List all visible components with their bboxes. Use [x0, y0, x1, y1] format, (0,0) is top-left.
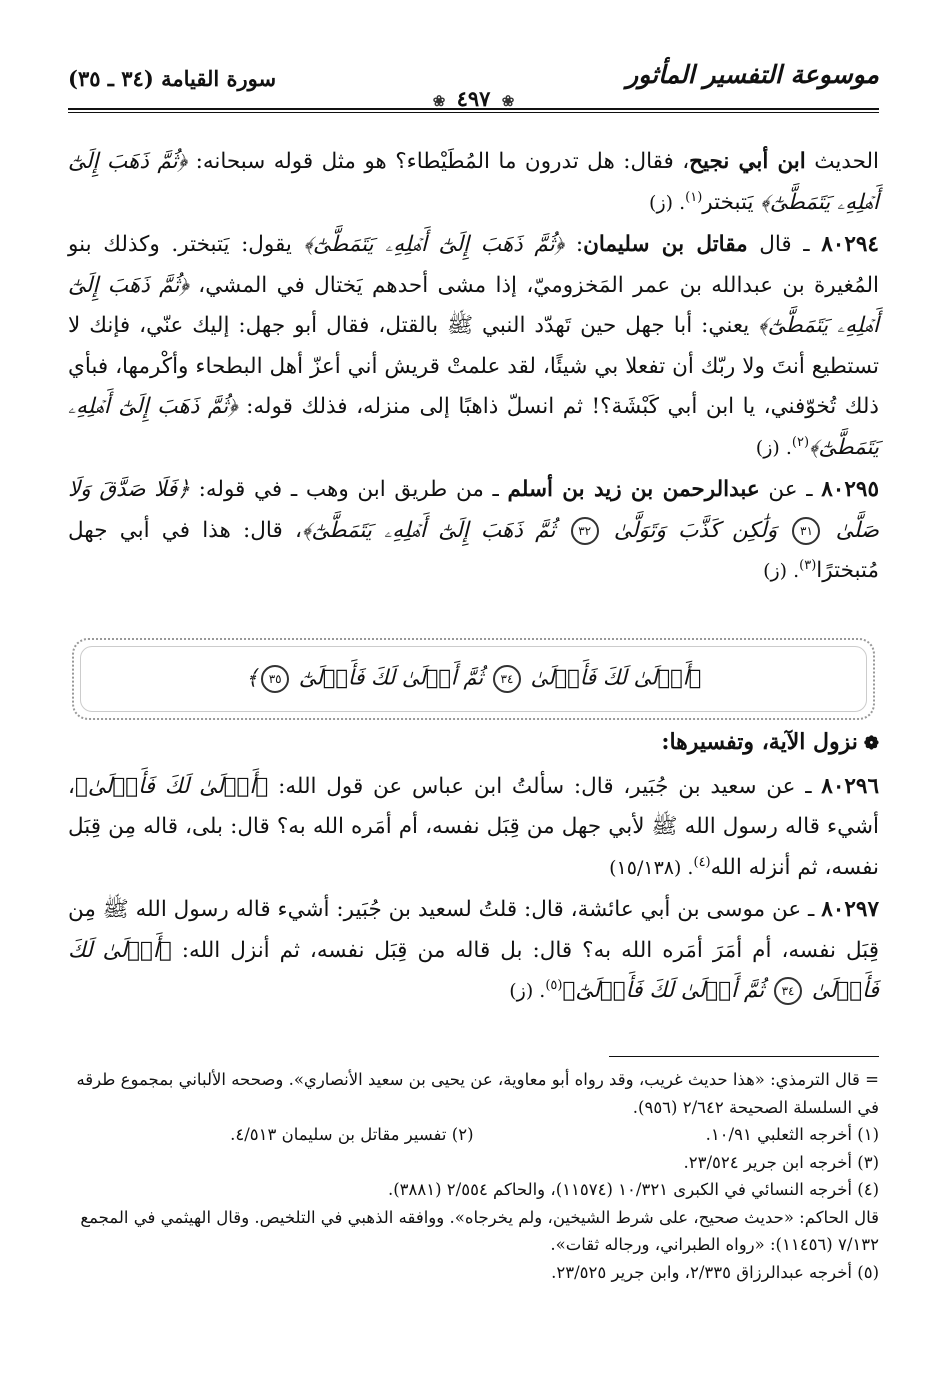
ayah-number-icon: ٣٥	[261, 665, 289, 693]
quran-quote: ثُمَّ أَوۡلَىٰ لَكَ فَأَوۡلَىٰٓ﴾	[562, 978, 772, 1003]
narration-80294: ٨٠٢٩٤ ـ قال مقاتل بن سليمان: ﴿ثُمَّ ذَهَبَ إِلَىٰٓ أَهۡلِهِۦ يَتَمَطَّىٰٓ﴾ يقول: يَتبختر. وكذلك بنو المُغيرة بن عبدالله بن عمر المَخزوميّ، إذا مشى أحدهم يَختال في المشي، ﴿ثُمَّ ذَهَبَ إِلَىٰٓ أَهۡلِهِۦ يَتَمَطَّىٰٓ﴾ يعني: أبا جهل حين تَهدّد النبي ﷺ بالقتل، فقال أبو جهل: إليك عنّي، فإنك لا تستطيع أنتَ ولا ربّك أن تفعلا بي شيئًا، لقد علمتْ قريش أني أعزّ أهل البطحاء وأكْرمها، فبأي ذلك تُخوّفني، يا ابن أبي كَبْشَة؟! ثم انسلّ ذاهبًا إلى منزله، فذلك قوله: ﴿ثُمَّ ذَهَبَ إِلَىٰٓ أَهۡلِهِۦ يَتَمَطَّىٰٓ﴾$^{(٢)}$. (ز)	[68, 232, 880, 460]
footnote-marker[interactable]: (٢)	[791, 434, 810, 450]
footnote-marker[interactable]: (٥)	[545, 977, 563, 993]
narration-number: ٨٠٢٩٥	[821, 477, 879, 502]
footnote-3: (٣) أخرجه ابن جرير ٢٣/٥٢٤.	[683, 1152, 879, 1172]
ayah-number-icon: ٣٤	[774, 977, 802, 1005]
narration-80296: ٨٠٢٩٦ ـ عن سعيد بن جُبَير، قال: سألتُ ابن عباس عن قول الله: ﴿أَوۡلَىٰ لَكَ فَأَوۡلَىٰ﴾، أشيء قاله رسول الله ﷺ لأبي جهل من قِبَل نفسه، أم أمَره الله به؟ قال: بلى، قاله مِن قِبَل نفسه، ثم أنزله الله$^{(٤)}$. (١٥/١٣٨)	[68, 773, 880, 880]
reference-tag: . (ز)	[763, 560, 800, 582]
ayah-text: ﴿أَوۡلَىٰ لَكَ فَأَوۡلَىٰ ٣٤ ثُمَّ أَوۡلَىٰ لَكَ فَأَوۡلَىٰٓ ٣٥﴾	[246, 665, 701, 693]
header-rule	[68, 108, 879, 110]
quran-quote: ﴿ثُمَّ ذَهَبَ إِلَىٰٓ أَهۡلِهِۦ يَتَمَطَّىٰٓ﴾	[68, 149, 879, 215]
quran-quote: ثُمَّ ذَهَبَ إِلَىٰٓ أَهۡلِهِۦ يَتَمَطَّىٰٓ﴾	[301, 517, 568, 543]
footnote-marker[interactable]: (١)	[685, 189, 703, 205]
footnote-row	[68, 1121, 879, 1149]
narrator-name: ابن أبي نجيح	[689, 149, 806, 174]
narration-80297: ٨٠٢٩٧ ـ عن موسى بن أبي عائشة، قال: قلتُ لسعيد بن جُبَير: أشيء قاله رسول الله ﷺ مِن قِبَل نفسه، أم أمَرَ أمَره الله به؟ قال: بل قاله من قِبَل نفسه، ثم أنزل الله: ﴿أَوۡلَىٰ لَكَ فَأَوۡلَىٰ ٣٤ ثُمَّ أَوۡلَىٰ لَكَ فَأَوۡلَىٰٓ﴾$^{(٥)}$. (ز)	[68, 897, 879, 1003]
narration-80295: ٨٠٢٩٥ ـ عن عبدالرحمن بن زيد بن أسلم ـ من طريق ابن وهب ـ في قوله: ﴿فَلَا صَدَّقَ وَلَا صَلَّىٰ ٣١ وَلَٰكِن كَذَّبَ وَتَوَلَّىٰ ٣٢ ثُمَّ ذَهَبَ إِلَىٰٓ أَهۡلِهِۦ يَتَمَطَّىٰٓ﴾، قال: هذا في أبي جهل مُتبخترًا$^{(٣)}$. (ز)	[68, 477, 879, 583]
quran-quote: ﴿أَوۡلَىٰ لَكَ فَأَوۡلَىٰ﴾	[74, 773, 269, 799]
surah-title: سورة القيامة (٣٤ ـ ٣٥)	[68, 66, 277, 91]
reference-tag: . (١٥/١٣٨)	[609, 856, 694, 879]
reference-tag: . (ز)	[755, 436, 792, 459]
narration-number: ٨٠٢٩٧	[821, 897, 879, 922]
reference-tag: . (ز)	[509, 980, 546, 1002]
ayah-number-icon: ٣١	[792, 517, 820, 545]
ayah-part: أَوۡلَىٰ لَكَ فَأَوۡلَىٰ	[530, 665, 689, 690]
footnote-5: (٥) أخرجه عبدالرزاق ٢/٣٣٥، وابن جرير ٢٣/٥٢٥.	[551, 1262, 879, 1282]
quran-quote: ﴿ثُمَّ ذَهَبَ إِلَىٰٓ أَهۡلِهِۦ يَتَمَطَّىٰٓ﴾	[68, 394, 879, 460]
footnote-4-continuation: قال الحاكم: «حديث صحيح، على شرط الشيخين، ولم يخرجاه». ووافقه الذهبي في التلخيص. وقال الهيثمي في المجمع ٧/١٣٢ (١١٤٥٦): «رواه الطبراني، ورجاله ثقات».	[80, 1207, 879, 1254]
paragraph-continuation: الحديث ابن أبي نجيح، فقال: هل تدرون ما المُطَيْطاء؟ هو مثل قوله سبحانه: ﴿ثُمَّ ذَهَبَ إِلَىٰٓ أَهۡلِهِۦ يَتَمَطَّىٰٓ﴾ يَتبختر$^{(١)}$. (ز)	[68, 149, 879, 215]
quran-quote: ﴿أَوۡلَىٰ لَكَ فَأَوۡلَىٰ	[68, 937, 879, 1003]
footnote-marker[interactable]: (٣)	[799, 557, 817, 573]
footnote-marker[interactable]: (٤)	[693, 854, 711, 870]
ayah-number-icon: ٣٤	[493, 665, 521, 693]
book-title: موسوعة التفسير المأثور	[626, 60, 879, 89]
ornament-icon: ❀	[432, 92, 446, 110]
narrator-name: عبدالرحمن بن زيد بن أسلم	[507, 477, 760, 502]
narration-number: ٨٠٢٩٤	[821, 232, 879, 257]
quran-quote: ﴿ثُمَّ ذَهَبَ إِلَىٰٓ أَهۡلِهِۦ يَتَمَطَّىٰٓ﴾	[303, 232, 565, 257]
footnote-separator	[609, 1056, 879, 1057]
flower-icon: ❁	[863, 733, 879, 754]
main-text-bottom	[68, 722, 879, 1012]
ayah-number-icon: ٣٢	[571, 517, 599, 545]
quran-quote: ﴿ثُمَّ ذَهَبَ إِلَىٰٓ أَهۡلِهِۦ يَتَمَطَّىٰٓ﴾	[68, 272, 880, 338]
running-header	[68, 60, 879, 124]
footnote-continuation: = قال الترمذي: «هذا حديث غريب، وقد رواه أبو معاوية، عن يحيى بن سعيد الأنصاري». وصححه الألباني بمجموع طرقه في السلسلة الصحيحة ٢/٦٤٢ (٩٥٦).	[76, 1070, 879, 1117]
footnote-4: (٤) أخرجه النسائي في الكبرى ١٠/٣٢١ (١١٥٧٤)، والحاكم ٢/٥٥٤ (٣٨٨١).	[387, 1180, 879, 1199]
footnote-1: (١) أخرجه الثعلبي ١٠/٩١.	[705, 1125, 879, 1144]
main-text-top	[68, 142, 879, 594]
footnotes	[68, 1066, 879, 1286]
header-rule-thin	[68, 112, 879, 113]
narrator-name: مقاتل بن سليمان	[583, 232, 748, 257]
quran-quote: ﴿فَلَا صَدَّقَ وَلَا صَلَّىٰ	[68, 477, 879, 543]
ayah-frame	[72, 638, 875, 720]
page-number: ٤٩٧	[456, 86, 491, 111]
quran-quote: وَلَٰكِن كَذَّبَ وَتَوَلَّىٰ	[601, 517, 790, 543]
footnote-2: (٢) تفسير مقاتل بن سليمان ٤/٥١٣.	[230, 1125, 474, 1144]
section-heading: ❁نزول الآية، وتفسيرها:	[661, 729, 879, 755]
narration-number: ٨٠٢٩٦	[821, 773, 880, 799]
ornament-icon: ❀	[501, 92, 515, 110]
reference-tag: . (ز)	[649, 191, 686, 214]
ayah-part: ثُمَّ أَوۡلَىٰ لَكَ فَأَوۡلَىٰٓ	[298, 665, 484, 690]
